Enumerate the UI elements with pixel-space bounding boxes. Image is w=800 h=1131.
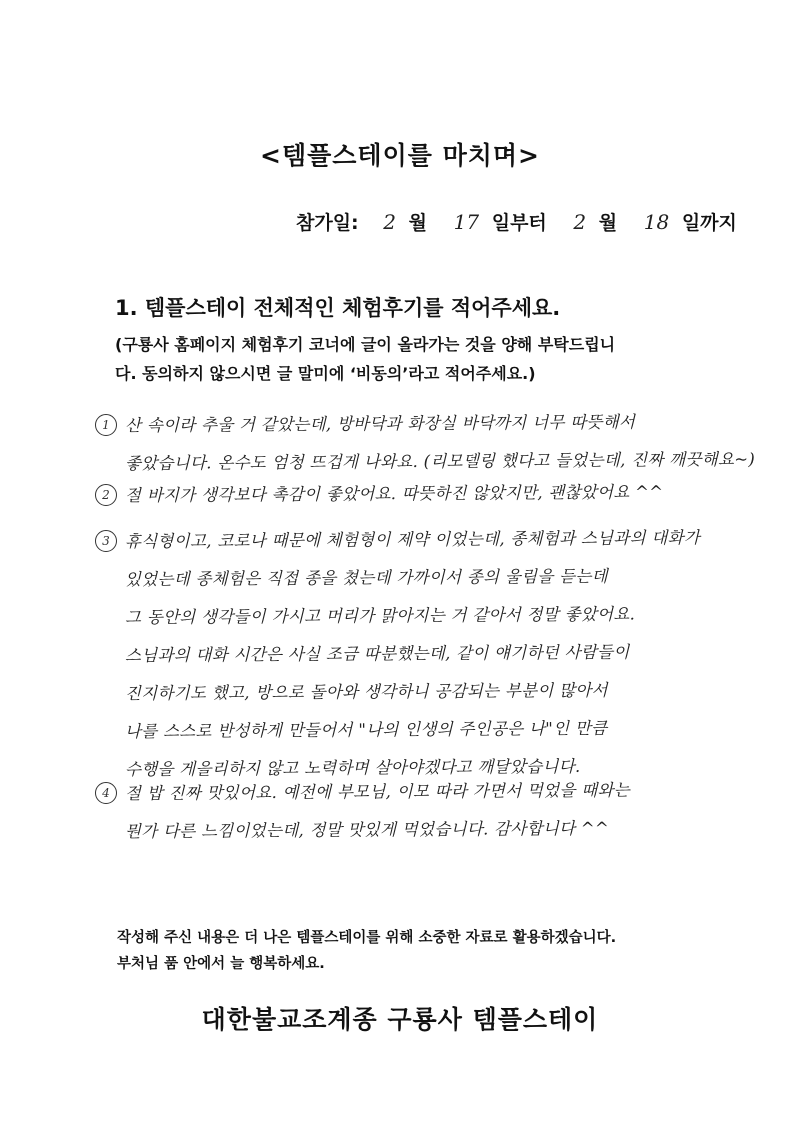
participation-label: 참가일: xyxy=(296,212,359,234)
answer-line: 나를 스스로 반성하게 만들어서 "나의 인생의 주인공은 나"인 만큼 xyxy=(124,718,608,741)
answer-line: 진지하기도 했고, 방으로 돌아와 생각하니 공감되는 부분이 많아서 xyxy=(124,680,608,703)
answer-line: 절 밥 진짜 맛있어요. 예전에 부모님, 이모 따라 가면서 먹었을 때와는 xyxy=(124,780,631,803)
answer-number: 4 xyxy=(95,782,117,804)
answer-line: 산 속이라 추울 거 같았는데, 방바닥과 화장실 바닥까지 너무 따뜻해서 xyxy=(124,412,636,435)
start-month-unit: 월 xyxy=(408,212,428,234)
question-note-line: (구룡사 홈페이지 체험후기 코너에 글이 올라가는 것을 양해 부탁드립니 xyxy=(115,335,616,354)
answer-line: 수행을 게을리하지 않고 노력하며 살아야겠다고 깨달았습니다. xyxy=(124,756,581,779)
question-note-line: 다. 동의하지 않으시면 글 말미에 ‘비동의’라고 적어주세요.) xyxy=(115,364,536,383)
end-month: 2 xyxy=(573,210,587,234)
answer-line: 스님과의 대화 시간은 사실 조금 따분했는데, 같이 얘기하던 사람들이 xyxy=(124,642,630,665)
answer-number: 2 xyxy=(95,484,117,506)
question-note xyxy=(115,330,695,388)
answer-line: 그 동안의 생각들이 가시고 머리가 맑아지는 거 같아서 정말 좋았어요. xyxy=(124,604,636,627)
end-month-unit: 월 xyxy=(598,212,618,234)
end-day: 18 xyxy=(643,210,670,234)
closing-line: 부처님 품 안에서 늘 행복하세요. xyxy=(117,956,325,972)
answer-number: 3 xyxy=(95,530,117,552)
answer-line: 좋았습니다. 온수도 엄청 뜨겁게 나와요. (리모델링 했다고 들었는데, 진짜 깨끗해요~) xyxy=(124,449,756,473)
question-heading: 1. 템플스테이 전체적인 체험후기를 적어주세요. xyxy=(115,296,561,320)
answer-line: 휴식형이고, 코로나 때문에 체험형이 제약 이었는데, 종체험과 스님과의 대화가 xyxy=(124,527,701,551)
closing-line: 작성해 주신 내용은 더 나은 템플스테이를 위해 소중한 자료로 활용하겠습니다. xyxy=(117,930,617,946)
page-title: <템플스테이를 마치며> xyxy=(260,141,540,170)
answer-line: 뭔가 다른 느낌이었는데, 정말 맛있게 먹었습니다. 감사합니다 ^^ xyxy=(124,818,610,841)
participation-dates xyxy=(296,208,737,244)
answer-line: 절 바지가 생각보다 촉감이 좋았어요. 따뜻하진 않았지만, 괜찮았어요 ^^ xyxy=(124,482,664,505)
until-text: 일까지 xyxy=(681,212,737,234)
start-month: 2 xyxy=(383,210,397,234)
from-text: 일부터 xyxy=(491,212,547,234)
answer-line: 있었는데 종체험은 직접 종을 쳤는데 가까이서 종의 울림을 듣는데 xyxy=(124,566,608,589)
closing-message xyxy=(117,925,616,977)
start-day: 17 xyxy=(453,210,480,234)
organization-footer: 대한불교조계종 구룡사 템플스테이 xyxy=(201,1005,599,1034)
answer-number: 1 xyxy=(95,414,117,436)
